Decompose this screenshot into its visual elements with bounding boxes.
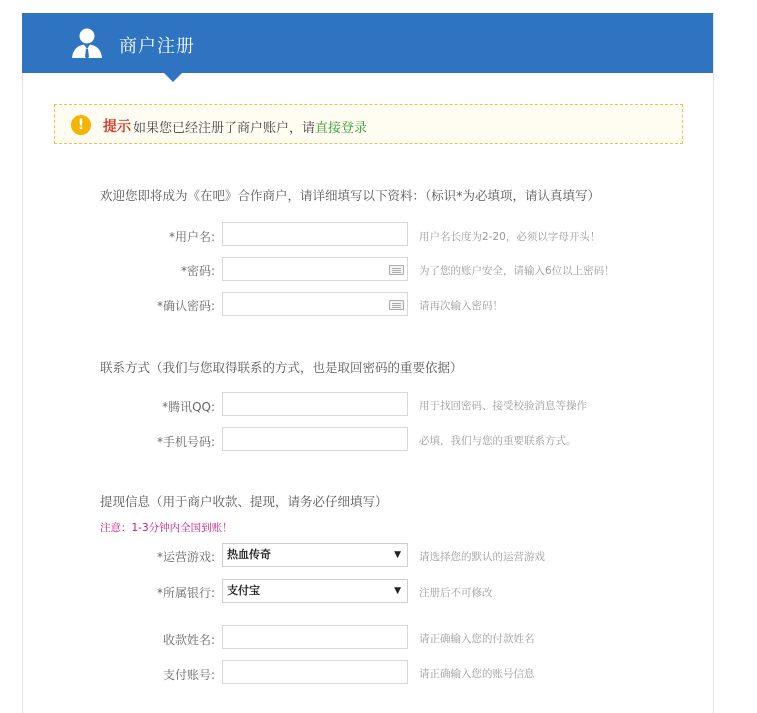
password-label: *密码: <box>180 264 215 278</box>
tip-message-text: 如果您已经注册了商户账户，请 <box>133 121 316 136</box>
payee-name-hint: 请正确输入您的付款姓名 <box>419 633 535 645</box>
withdraw-notice: 注意：1-3分钟内全国到账！ <box>100 522 233 534</box>
bank-selected-value: 支付宝 <box>227 584 260 597</box>
dropdown-arrow-icon: ▼ <box>394 550 401 560</box>
user-icon <box>70 27 104 59</box>
qq-hint: 用于找回密码、接受校验消息等操作 <box>419 400 587 412</box>
withdraw-info-heading: 提现信息（用于商户收款、提现，请务必仔细填写） <box>100 494 388 509</box>
payee-name-input[interactable] <box>222 625 408 649</box>
confirm-password-input[interactable] <box>222 292 408 316</box>
game-selected-value: 热血传奇 <box>227 548 271 561</box>
game-select[interactable] <box>222 543 408 567</box>
contact-info-heading: 联系方式（我们与您取得联系的方式，也是取回密码的重要依据） <box>100 360 463 375</box>
bank-select[interactable] <box>222 579 408 603</box>
qq-label: *腾讯QQ: <box>162 400 215 414</box>
confirm-password-hint: 请再次输入密码！ <box>419 300 503 312</box>
bank-label: *所属银行: <box>156 586 215 600</box>
tip-label: 提示 <box>103 119 131 135</box>
login-tip-box <box>54 104 683 144</box>
account-number-label: 支付账号: <box>162 668 215 682</box>
bank-hint: 注册后不可修改 <box>419 587 493 599</box>
account-number-input[interactable] <box>222 660 408 684</box>
keyboard-icon[interactable] <box>389 300 404 310</box>
username-input[interactable] <box>222 222 408 246</box>
account-number-hint: 请正确输入您的账号信息 <box>419 668 535 680</box>
exclamation-icon: ! <box>71 115 91 135</box>
direct-login-link[interactable]: 直接登录 <box>315 121 368 136</box>
basic-info-heading: 欢迎您即将成为《在吧》合作商户，请详细填写以下资料：（标识*为必填项，请认真填写） <box>100 188 601 203</box>
dropdown-arrow-icon: ▼ <box>394 586 401 596</box>
username-hint: 用户名长度为2-20，必须以字母开头！ <box>419 231 601 243</box>
game-label: *运营游戏: <box>156 550 215 564</box>
payee-name-label: 收款姓名: <box>162 633 215 647</box>
qq-input[interactable] <box>222 392 408 416</box>
phone-hint: 必填，我们与您的重要联系方式。 <box>419 435 577 447</box>
header-pointer <box>164 73 182 82</box>
game-hint: 请选择您的默认的运营游戏 <box>419 551 545 563</box>
keyboard-icon[interactable] <box>389 265 404 275</box>
password-input[interactable] <box>222 257 408 281</box>
phone-label: *手机号码: <box>156 435 215 449</box>
page-title: 商户注册 <box>119 36 195 57</box>
phone-input[interactable] <box>222 427 408 451</box>
password-hint: 为了您的账户安全，请输入6位以上密码！ <box>419 265 615 277</box>
tip-message <box>133 117 367 136</box>
confirm-password-label: *确认密码: <box>156 299 215 313</box>
username-label: *用户名: <box>168 230 215 244</box>
